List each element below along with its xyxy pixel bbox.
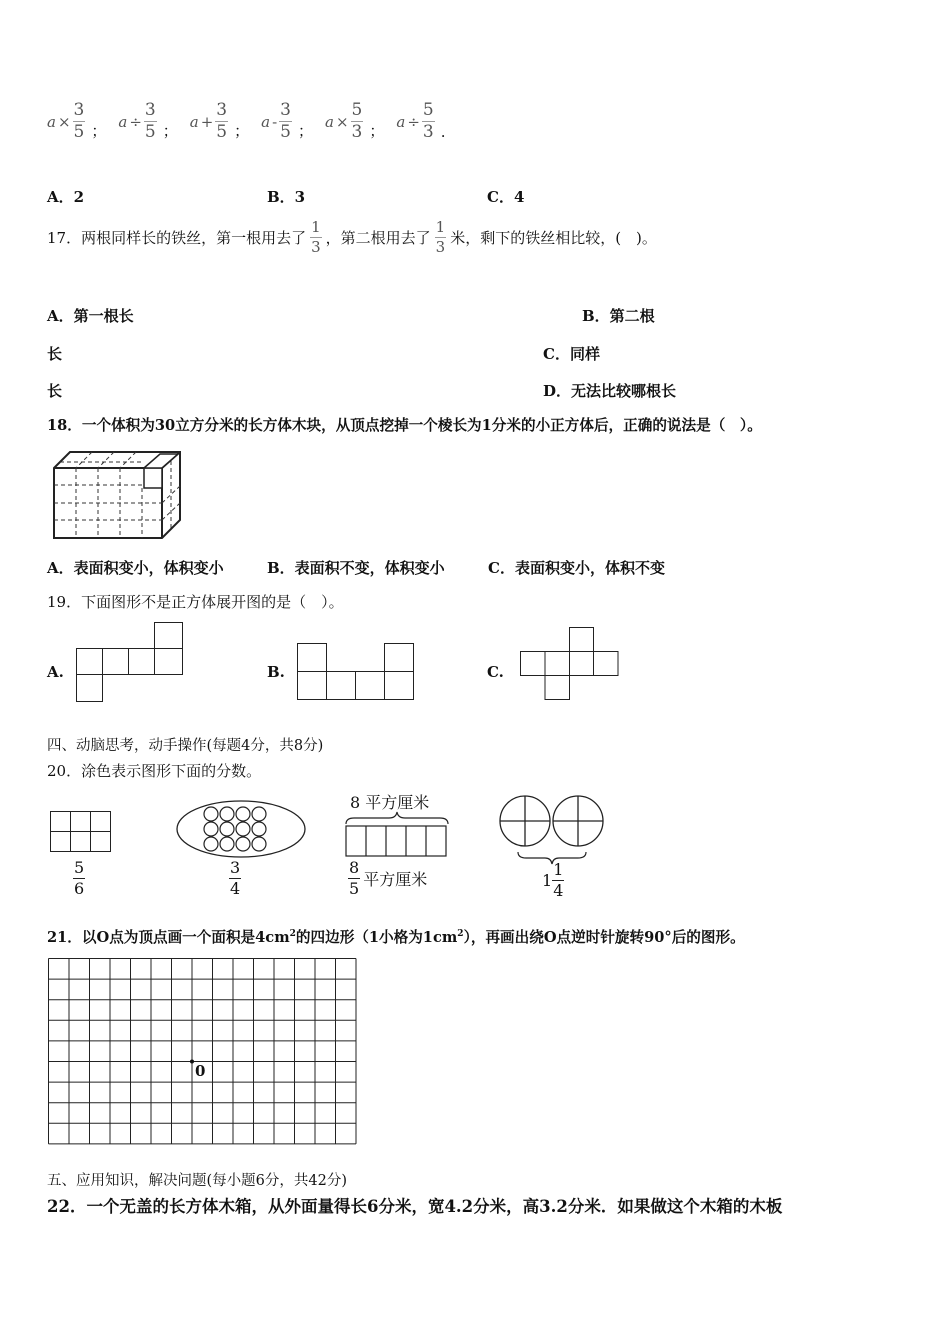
- q18-option-b: B．表面积不变，体积变小: [267, 559, 445, 577]
- q20-fraction-1: $\frac{5}{6}$: [74, 858, 85, 898]
- q21-point-o-label: 0: [195, 1062, 206, 1080]
- q20-rect-grid: [50, 811, 112, 853]
- q20-question: 20．涂色表示图形下面的分数。: [47, 762, 262, 780]
- q17-text-1: 17．两根同样长的铁丝，第一根用去了: [47, 229, 307, 247]
- q20-fraction-4: 1 $\frac{1}{4}$: [542, 860, 564, 900]
- q21-question: 21．以O点为顶点画一个面积是$4cm^2$的四边形（1小格为$1cm^2$），再画出绕O点逆时针旋转90°后的图形。: [47, 929, 745, 946]
- q19-net-a: [76, 622, 186, 704]
- q16-expression: a + $\frac{3}{5}$ ；: [189, 100, 250, 142]
- q16-option-c: C．4: [487, 188, 525, 206]
- q18-option-a: A．表面积变小，体积变小: [47, 559, 224, 577]
- q16-option-a: A．2: [47, 188, 85, 206]
- q17-option-c: C．同样: [543, 345, 600, 363]
- q20-fraction-3: $\frac{8}{5}$ 平方厘米: [349, 858, 428, 898]
- q16-option-b: B．3: [267, 188, 306, 206]
- q19-label-a: A.: [47, 663, 64, 681]
- q20-oval-circles: [175, 800, 310, 860]
- q17-fraction-1: $\frac{1}{3}$: [311, 218, 321, 256]
- q19-question: 19．下面图形不是正方体展开图的是（ ）。: [47, 593, 344, 611]
- q17-fraction-2: $\frac{1}{3}$: [435, 218, 446, 256]
- section-5-title: 五、应用知识，解决问题(每小题6分，共42分): [47, 1173, 347, 1189]
- q18-question: 18．一个体积为30立方分米的长方体木块，从顶点挖掉一个棱长为1分米的小正方体后，正确的说法是（ ）。: [47, 417, 762, 434]
- q16-expressions: [47, 102, 458, 141]
- q16-expression: a ÷ $\frac{5}{3}$ .: [396, 100, 446, 142]
- q17-text-3: 米，剩下的铁丝相比较，( )。: [450, 229, 657, 247]
- q16-expression: a × $\frac{3}{5}$ ；: [47, 100, 107, 142]
- q19-net-b: [297, 643, 417, 701]
- q16-expression: a - $\frac{3}{5}$ ；: [261, 100, 313, 142]
- q16-expression: a × $\frac{5}{3}$ ；: [325, 100, 385, 142]
- q22-question: 22．一个无盖的长方体木箱，从外面量得长6分米，宽4.2分米，高3.2分米．如果做这个木箱的木板: [47, 1197, 783, 1216]
- q17-question: [47, 220, 657, 255]
- section-4-title: 四、动脑思考，动手操作(每题4分，共8分): [47, 738, 324, 754]
- q19-label-c: C.: [487, 663, 504, 681]
- q17-option-b-wrap: 长: [47, 345, 63, 363]
- q20-fraction-2: $\frac{3}{4}$: [230, 858, 241, 898]
- point-o: [190, 1060, 194, 1064]
- q19-net-c: [520, 627, 622, 703]
- q17-text-2: ，第二根用去了: [325, 229, 431, 247]
- q17-option-d: D．无法比较哪根长: [543, 382, 677, 400]
- q20-area-label: 8 平方厘米: [350, 793, 430, 812]
- q20-strip-brace: [344, 810, 450, 860]
- q21-grid: [48, 958, 358, 1146]
- q20-two-circles: [498, 794, 608, 864]
- q17-option-a: A．第一根长: [47, 307, 134, 325]
- q19-label-b: B.: [267, 663, 285, 681]
- q17-option-c-wrap: 长: [47, 382, 63, 400]
- q18-option-c: C．表面积变小，体积不变: [488, 559, 665, 577]
- q17-option-b: B．第二根: [582, 307, 655, 325]
- q16-expression: a ÷ $\frac{3}{5}$ ；: [118, 100, 178, 142]
- q18-cuboid-figure: [50, 448, 185, 543]
